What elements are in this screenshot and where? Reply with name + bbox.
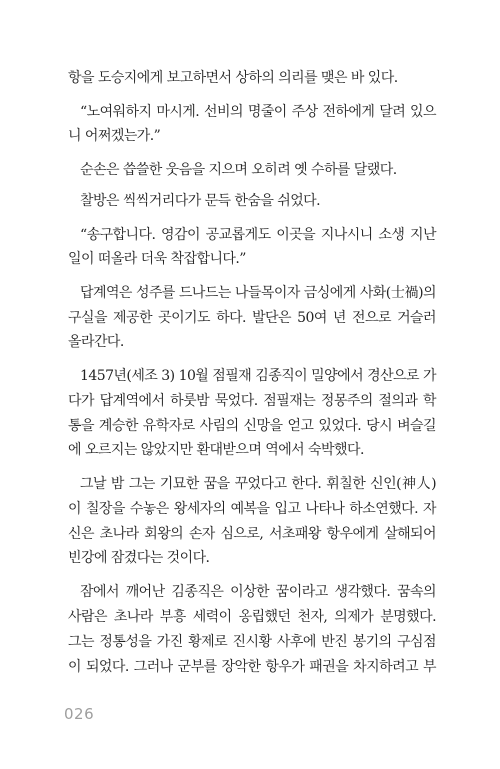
text-line: 니 어쩌겠는가.” [68,128,161,144]
text-line: 일이 떠올라 더욱 착잡합니다.” [68,251,246,267]
text-line: 찰방은 씩씩거리다가 문득 한숨을 쉬었다. [80,193,321,209]
text-line: “노여워하지 마시게. 선비의 명줄이 주상 전하에게 달려 있으 [80,104,436,120]
text-line: 다가 답계역에서 하룻밤 묵었다. 점필재는 정몽주의 절의과 학 [68,393,436,409]
text-line: 그날 밤 그는 기묘한 꿈을 꾸었다고 한다. 휘칠한 신인(神人) [80,476,436,492]
text-line: 빈강에 잠겼다는 것이다. [68,550,210,566]
text-line: 항을 도승지에게 보고하면서 상하의 의리를 맺은 바 있다. [68,70,398,86]
text-line: 그는 정통성을 가진 황제로 진시황 사후에 반진 봉기의 구심점 [68,634,436,650]
text-line: 1457년(세조 3) 10월 점필재 김종직이 밀양에서 경산으로 가 [80,368,436,384]
text-line: 순손은 씁쓸한 웃음을 지으며 오히려 옛 수하를 달랬다. [80,162,397,178]
text-line: 잠에서 깨어난 김종직은 이상한 꿈이라고 생각했다. 꿈속의 [80,584,436,600]
text-line: 이 칠장을 수놓은 왕세자의 예복을 입고 나타나 하소연했다. 자 [68,501,436,517]
text-line: 에 오르지는 않았지만 환대받으며 역에서 숙박했다. [68,442,364,458]
page-number: 026 [64,705,95,723]
text-line: 답계역은 성주를 드나드는 나들목이자 금싱에게 사화(士禍)의 [80,285,436,301]
text-line: 올라간다. [68,334,124,350]
text-line: 구실을 제공한 곳이기도 하다. 발단은 50여 년 전으로 거슬러 [68,310,436,326]
text-line: 이 되었다. 그러나 군부를 장악한 항우가 패권을 차지하려고 부 [68,659,436,675]
text-line: 통을 계승한 유학자로 사림의 신망을 얻고 있었다. 당시 벼슬길 [68,418,436,434]
text-line: 신은 초나라 회왕의 손자 심으로, 서초패왕 항우에게 살해되어 [68,526,436,542]
text-line: “송구합니다. 영감이 공교롭게도 이곳을 지나시니 소생 지난 [80,227,436,243]
text-line: 사람은 초나라 부흥 세력이 옹립했던 천자, 의제가 분명했다. [68,609,436,625]
